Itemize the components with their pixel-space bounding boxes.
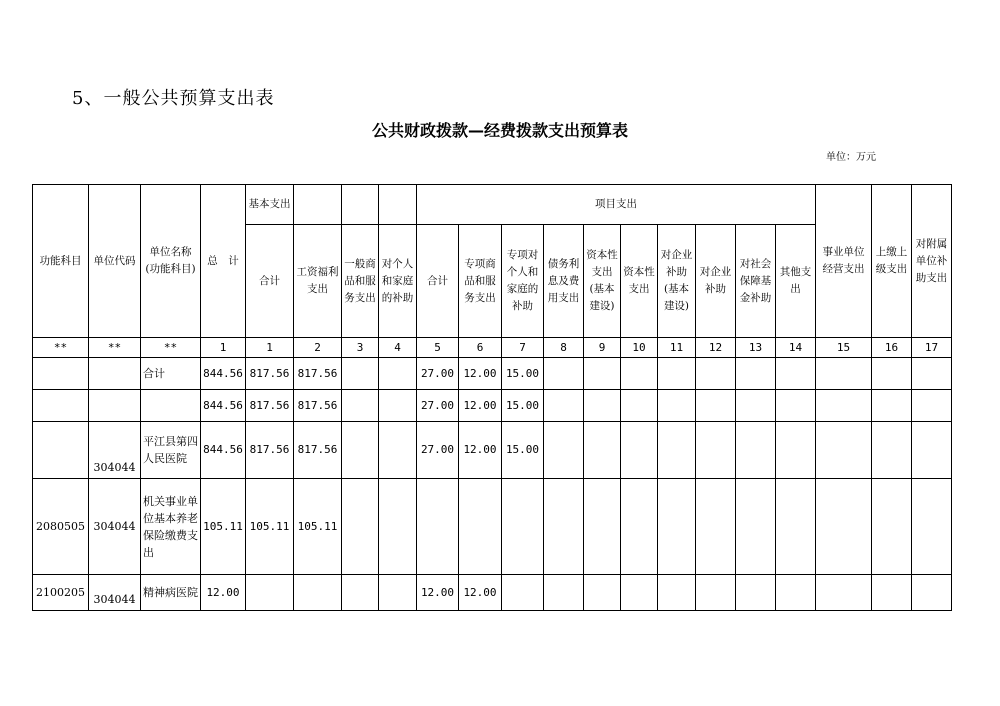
empty-cell	[544, 358, 584, 390]
empty-cell	[776, 479, 816, 575]
header-proj-personal: 专项对个人和家庭的补助	[502, 225, 544, 338]
func-code-cell: 2080505	[33, 479, 89, 575]
func-code-cell	[33, 422, 89, 479]
header-basic-blank	[379, 185, 417, 225]
empty-cell	[696, 358, 736, 390]
empty-cell	[544, 390, 584, 422]
empty-cell	[776, 390, 816, 422]
proj-total-cell: 12.00	[417, 575, 459, 611]
basic-total-cell: 817.56	[246, 422, 294, 479]
index-cell: **	[33, 338, 89, 358]
empty-cell	[342, 575, 379, 611]
proj-personal-cell: 15.00	[502, 422, 544, 479]
header-proj-total: 合计	[417, 225, 459, 338]
empty-cell	[658, 479, 696, 575]
header-total: 总 计	[201, 185, 246, 338]
total-cell: 844.56	[201, 390, 246, 422]
proj-total-cell	[417, 479, 459, 575]
table-row	[33, 575, 952, 611]
empty-cell	[912, 575, 952, 611]
index-cell: 1	[246, 338, 294, 358]
header-basic: 基本支出	[246, 185, 294, 225]
empty-cell	[816, 390, 872, 422]
header-project: 项目支出	[417, 185, 816, 225]
basic-total-cell: 817.56	[246, 358, 294, 390]
header-enterprise-construct: 对企业补助(基本建设)	[658, 225, 696, 338]
index-cell: 2	[294, 338, 342, 358]
proj-goods-cell: 12.00	[459, 390, 502, 422]
basic-total-cell	[246, 575, 294, 611]
wage-cell: 817.56	[294, 358, 342, 390]
index-cell: 8	[544, 338, 584, 358]
empty-cell	[379, 479, 417, 575]
empty-cell	[584, 422, 621, 479]
index-cell: **	[141, 338, 201, 358]
wage-cell	[294, 575, 342, 611]
empty-cell	[912, 479, 952, 575]
empty-cell	[872, 575, 912, 611]
header-func-code: 功能科目	[33, 185, 89, 338]
unit-name-cell	[141, 390, 201, 422]
header-personal: 对个人和家庭的补助	[379, 225, 417, 338]
empty-cell	[379, 390, 417, 422]
budget-table	[32, 184, 952, 611]
empty-cell	[736, 390, 776, 422]
empty-cell	[342, 422, 379, 479]
header-capital-construct: 资本性支出(基本建设)	[584, 225, 621, 338]
header-enterprise: 对企业补助	[696, 225, 736, 338]
proj-total-cell: 27.00	[417, 390, 459, 422]
index-cell: 12	[696, 338, 736, 358]
empty-cell	[584, 358, 621, 390]
empty-cell	[816, 575, 872, 611]
header-social-security: 对社会保障基金补助	[736, 225, 776, 338]
empty-cell	[816, 479, 872, 575]
header-basic-blank	[342, 185, 379, 225]
func-code-cell	[33, 390, 89, 422]
unit-name-cell: 平江县第四人民医院	[141, 422, 201, 479]
proj-personal-cell	[502, 479, 544, 575]
header-wage: 工资福利支出	[294, 225, 342, 338]
empty-cell	[621, 358, 658, 390]
empty-cell	[658, 422, 696, 479]
total-cell: 844.56	[201, 422, 246, 479]
header-other: 其他支出	[776, 225, 816, 338]
table-row	[33, 390, 952, 422]
empty-cell	[584, 479, 621, 575]
empty-cell	[736, 358, 776, 390]
index-cell: 1	[201, 338, 246, 358]
empty-cell	[696, 575, 736, 611]
empty-cell	[544, 575, 584, 611]
total-cell: 105.11	[201, 479, 246, 575]
proj-total-cell: 27.00	[417, 422, 459, 479]
empty-cell	[342, 479, 379, 575]
empty-cell	[379, 422, 417, 479]
header-basic-total: 合计	[246, 225, 294, 338]
empty-cell	[872, 479, 912, 575]
index-cell: 11	[658, 338, 696, 358]
header-unit-code: 单位代码	[89, 185, 141, 338]
index-cell: 10	[621, 338, 658, 358]
unit-name-cell: 精神病医院	[141, 575, 201, 611]
empty-cell	[696, 390, 736, 422]
empty-cell	[912, 390, 952, 422]
empty-cell	[736, 422, 776, 479]
empty-cell	[584, 390, 621, 422]
empty-cell	[658, 575, 696, 611]
header-upper: 上缴上级支出	[872, 185, 912, 338]
index-cell: 15	[816, 338, 872, 358]
section-heading: 5、一般公共预算支出表	[72, 88, 275, 109]
header-operating: 事业单位经营支出	[816, 185, 872, 338]
index-cell: 5	[417, 338, 459, 358]
empty-cell	[621, 575, 658, 611]
func-code-cell	[33, 358, 89, 390]
proj-goods-cell: 12.00	[459, 422, 502, 479]
empty-cell	[912, 358, 952, 390]
basic-total-cell: 105.11	[246, 479, 294, 575]
table-row	[33, 358, 952, 390]
index-cell: 14	[776, 338, 816, 358]
empty-cell	[776, 422, 816, 479]
empty-cell	[736, 479, 776, 575]
header-goods: 一般商品和服务支出	[342, 225, 379, 338]
total-cell: 12.00	[201, 575, 246, 611]
proj-total-cell: 27.00	[417, 358, 459, 390]
unit-label: 单位：万元	[826, 152, 876, 163]
header-unit-name: 单位名称(功能科目)	[141, 185, 201, 338]
unit-name-cell: 合计	[141, 358, 201, 390]
index-cell: 16	[872, 338, 912, 358]
proj-personal-cell: 15.00	[502, 390, 544, 422]
proj-goods-cell	[459, 479, 502, 575]
wage-cell: 817.56	[294, 422, 342, 479]
table-row	[33, 422, 952, 479]
table-title: 公共财政拨款—经费拨款支出预算表	[371, 121, 628, 140]
empty-cell	[621, 390, 658, 422]
header-debt: 债务利息及费用支出	[544, 225, 584, 338]
wage-cell: 105.11	[294, 479, 342, 575]
proj-goods-cell: 12.00	[459, 575, 502, 611]
proj-goods-cell: 12.00	[459, 358, 502, 390]
empty-cell	[872, 358, 912, 390]
empty-cell	[696, 422, 736, 479]
header-subsidiary: 对附属单位补助支出	[912, 185, 952, 338]
index-cell: **	[89, 338, 141, 358]
wage-cell: 817.56	[294, 390, 342, 422]
proj-personal-cell	[502, 575, 544, 611]
empty-cell	[342, 358, 379, 390]
index-cell: 7	[502, 338, 544, 358]
unit-code-cell	[89, 390, 141, 422]
empty-cell	[872, 390, 912, 422]
unit-code-cell: 304044	[89, 422, 141, 479]
total-cell: 844.56	[201, 358, 246, 390]
empty-cell	[872, 422, 912, 479]
empty-cell	[658, 390, 696, 422]
unit-code-cell: 304044	[89, 479, 141, 575]
empty-cell	[621, 422, 658, 479]
empty-cell	[658, 358, 696, 390]
empty-cell	[544, 422, 584, 479]
index-cell: 4	[379, 338, 417, 358]
empty-cell	[544, 479, 584, 575]
header-proj-goods: 专项商品和服务支出	[459, 225, 502, 338]
index-cell: 3	[342, 338, 379, 358]
func-code-cell: 2100205	[33, 575, 89, 611]
empty-cell	[736, 575, 776, 611]
empty-cell	[816, 422, 872, 479]
unit-code-cell: 304044	[89, 575, 141, 611]
empty-cell	[379, 358, 417, 390]
empty-cell	[912, 422, 952, 479]
header-capital: 资本性支出	[621, 225, 658, 338]
empty-cell	[379, 575, 417, 611]
empty-cell	[776, 358, 816, 390]
index-cell: 9	[584, 338, 621, 358]
empty-cell	[776, 575, 816, 611]
index-cell: 13	[736, 338, 776, 358]
empty-cell	[342, 390, 379, 422]
empty-cell	[696, 479, 736, 575]
index-cell: 17	[912, 338, 952, 358]
empty-cell	[584, 575, 621, 611]
basic-total-cell: 817.56	[246, 390, 294, 422]
proj-personal-cell: 15.00	[502, 358, 544, 390]
table-row	[33, 479, 952, 575]
index-cell: 6	[459, 338, 502, 358]
unit-name-cell: 机关事业单位基本养老保险缴费支出	[141, 479, 201, 575]
unit-code-cell	[89, 358, 141, 390]
empty-cell	[816, 358, 872, 390]
header-basic-blank	[294, 185, 342, 225]
empty-cell	[621, 479, 658, 575]
